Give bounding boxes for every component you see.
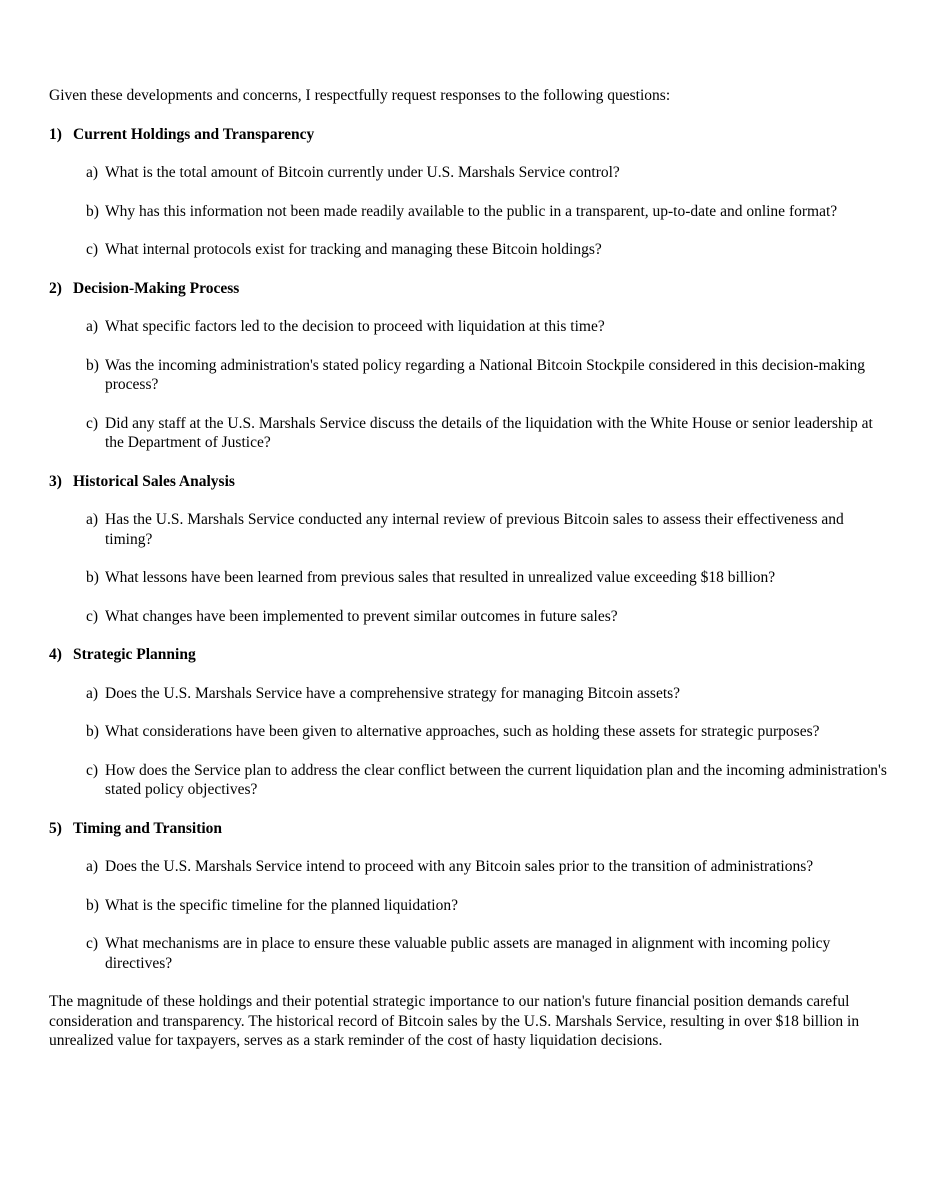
question-item: [49, 896, 888, 916]
item-text: What lessons have been learned from previous sales that resulted in unrealized value exceeding $18 billion?: [105, 569, 776, 586]
item-label: a): [86, 164, 99, 181]
section-decision-making: [49, 279, 888, 453]
question-item: [49, 934, 888, 973]
item-label: c): [86, 607, 99, 625]
item-text: Did any staff at the U.S. Marshals Service discuss the details of the liquidation with the White House or senior leadership at the Department of Justice?: [105, 414, 873, 451]
question-item: [49, 317, 888, 337]
question-item: [49, 722, 888, 742]
section-number: 2): [49, 279, 62, 297]
item-label: a): [86, 858, 99, 875]
intro-paragraph: Given these developments and concerns, I respectfully request responses to the following questions:: [49, 87, 671, 104]
item-text: How does the Service plan to address the clear conflict between the current liquidation plan and the incoming administration's stated policy objectives?: [105, 761, 887, 798]
item-label: a): [86, 318, 99, 335]
item-text: Why has this information not been made readily available to the public in a transparent, up-to-date and online format?: [105, 202, 838, 220]
section-heading: [49, 819, 888, 839]
question-item: [49, 202, 888, 222]
section-number: 1): [49, 125, 62, 143]
item-label: b): [86, 723, 99, 740]
item-label: c): [86, 414, 99, 432]
section-number: 5): [49, 819, 62, 837]
question-item: [49, 607, 888, 627]
item-text: What internal protocols exist for tracking and managing these Bitcoin holdings?: [105, 241, 602, 258]
item-text: Does the U.S. Marshals Service have a comprehensive strategy for managing Bitcoin assets?: [105, 684, 681, 702]
item-label: b): [86, 569, 99, 586]
section-timing-transition: [49, 819, 888, 974]
item-text: Has the U.S. Marshals Service conducted any internal review of previous Bitcoin sales to assess their effectiveness and timing?: [105, 511, 844, 548]
question-item: [49, 857, 888, 877]
section-heading: [49, 279, 888, 299]
section-title: Strategic Planning: [73, 646, 196, 663]
item-text: What specific factors led to the decision to proceed with liquidation at this time?: [105, 318, 605, 335]
item-label: c): [86, 241, 99, 258]
item-label: c): [86, 761, 99, 779]
item-text: Does the U.S. Marshals Service intend to proceed with any Bitcoin sales prior to the transition of administrations?: [105, 858, 814, 875]
section-title: Timing and Transition: [73, 819, 223, 837]
question-item: [49, 510, 888, 549]
item-text: What mechanisms are in place to ensure these valuable public assets are managed in alignment with incoming policy directives?: [105, 935, 831, 972]
section-heading: [49, 645, 888, 665]
question-item: [49, 761, 888, 800]
section-heading: [49, 472, 888, 492]
item-label: b): [86, 356, 99, 374]
section-strategic-planning: [49, 645, 888, 800]
section-number: 4): [49, 646, 62, 663]
item-label: b): [86, 202, 99, 220]
section-historical-sales: [49, 472, 888, 627]
item-text: What is the specific timeline for the planned liquidation?: [105, 896, 458, 914]
question-item: [49, 684, 888, 704]
question-item: [49, 568, 888, 588]
item-label: a): [86, 684, 99, 702]
question-item: [49, 163, 888, 183]
item-text: Was the incoming administration's stated policy regarding a National Bitcoin Stockpile considered in this decision-making process?: [105, 356, 866, 393]
section-number: 3): [49, 472, 62, 490]
section-title: Current Holdings and Transparency: [73, 125, 315, 143]
item-text: What is the total amount of Bitcoin currently under U.S. Marshals Service control?: [105, 164, 620, 181]
section-title: Decision-Making Process: [73, 279, 240, 297]
section-title: Historical Sales Analysis: [73, 472, 235, 490]
closing-paragraph: The magnitude of these holdings and their potential strategic importance to our nation's future financial position demands careful consideration and transparency. The historical record of Bitcoin sales by the U.S. Marshals Service, resulting in over $18 billion in unrealized value for taxpayers, serves as a stark reminder of the cost of hasty liquidation decisions.: [49, 993, 860, 1049]
item-label: a): [86, 511, 99, 528]
item-label: b): [86, 896, 99, 914]
question-item: [49, 414, 888, 453]
item-label: c): [86, 935, 99, 952]
section-current-holdings: [49, 125, 888, 260]
item-text: What considerations have been given to alternative approaches, such as holding these assets for strategic purposes?: [105, 723, 820, 740]
question-item: [49, 240, 888, 260]
question-item: [49, 356, 888, 395]
section-heading: [49, 125, 888, 145]
item-text: What changes have been implemented to prevent similar outcomes in future sales?: [105, 607, 618, 625]
